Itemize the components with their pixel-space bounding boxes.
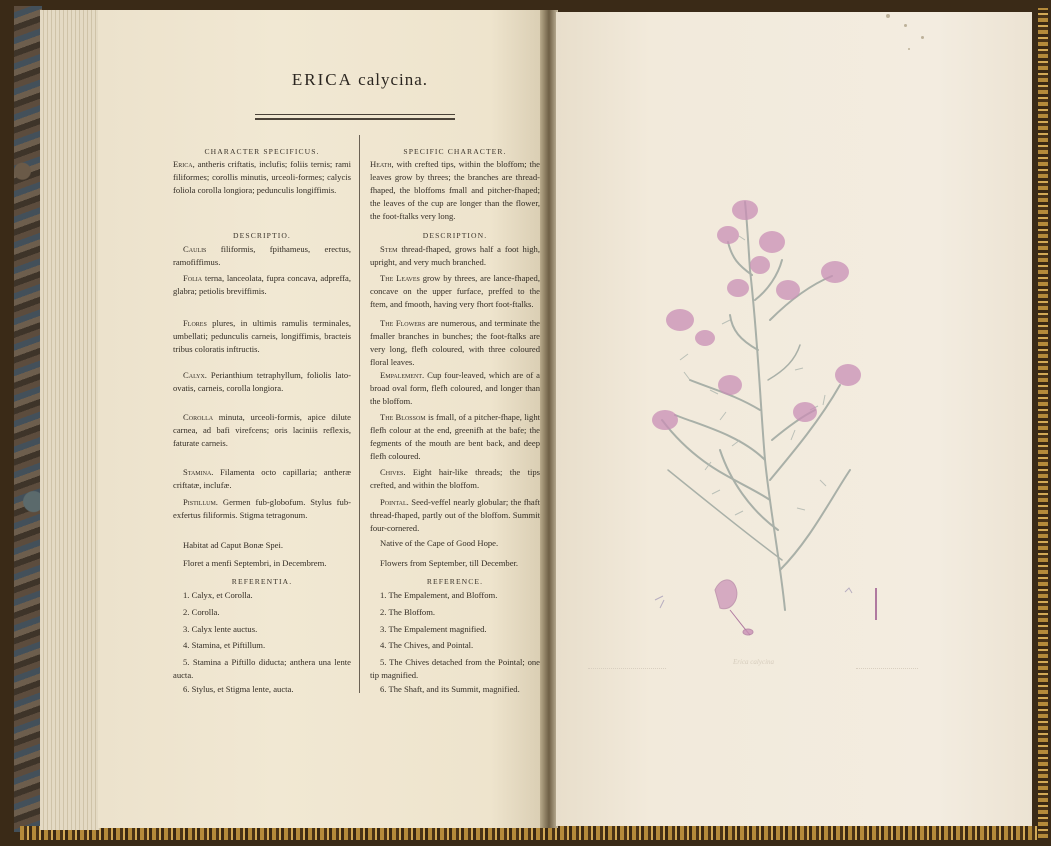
referentia-item: 6. Stylus, et Stigma lente, aucta.	[183, 684, 294, 694]
reference-item: 1. The Empalement, and Bloffom.	[380, 590, 498, 600]
description-heading: DESCRIPTION.	[422, 231, 488, 240]
paragraph-text: plures, in ultimis ramulis terminales, umbellati; pedunculis carneis, longiffimis, bracteis tribus coloratis inftructis.	[173, 318, 351, 354]
lead-word: Caulis	[183, 244, 207, 254]
lead-word: Corolla	[183, 412, 214, 422]
english-blossom	[370, 411, 540, 463]
paragraph-text: grow by threes, are lance-fhaped, concave on the upper furface, preffed to the ftem, and fmooth, having very fhort foot-ftalks.	[370, 273, 540, 309]
english-leaves	[370, 272, 540, 311]
english-native: Native of the Cape of Good Hope.	[380, 538, 499, 548]
title-rule	[255, 114, 455, 115]
lead-word: Heath,	[370, 159, 394, 169]
reference-item: 5. The Chives detached from the Pointal; one tip magnified.	[370, 657, 540, 680]
latin-caulis	[173, 243, 351, 269]
english-empalement	[370, 369, 540, 408]
plate-caption-right	[856, 664, 918, 669]
english-specific	[370, 158, 540, 223]
latin-floret: Floret a menfi Septembri, in Decembrem.	[183, 558, 327, 568]
paragraph-text: terna, lanceolata, fupra concava, adpreffa, glabra; petiolis breviffimis.	[173, 273, 351, 296]
lead-word: Stem	[380, 244, 398, 254]
title-genus: ERICA	[291, 70, 353, 89]
latin-pistillum	[173, 496, 351, 522]
latin-corolla	[173, 411, 351, 450]
erica-calycina-illustration	[620, 180, 880, 650]
title-species: calycina.	[358, 70, 429, 89]
paragraph-text: antheris criftatis, inclufis; foliis ternis; rami filiformes; corollis minutis, urceoli-formes; calycis foliola corolla longiora; pedunculis longiffimis.	[173, 159, 351, 195]
paragraph-text: is fmall, of a pitcher-fhape, light flefh colour at the end, greenifh at the bafe; the fegments of the mouth are bent back, and deep flefh coloured.	[370, 412, 541, 461]
lead-word: The Flowers	[380, 318, 426, 328]
paragraph-text: Seed-veffel nearly globular; the fhaft thread-fhaped, partly out of the bloffom. Summit four-cornered.	[370, 497, 540, 533]
descriptio-heading: DESCRIPTIO.	[233, 231, 291, 240]
gilt-border-right	[1038, 8, 1048, 838]
referentia-item: 5. Stamina a Piftillo diducta; anthera una lente aucta.	[173, 657, 351, 680]
referentia-item: 4. Stamina, et Piftillum.	[183, 640, 266, 650]
title-rule-thick	[255, 118, 455, 120]
marbled-endpaper	[14, 6, 42, 832]
lead-word: Flores	[183, 318, 207, 328]
english-flowers	[370, 317, 540, 369]
referentia-heading: REFERENTIA.	[231, 577, 293, 586]
lead-word: The Blossom	[380, 412, 426, 422]
latin-calyx	[173, 369, 351, 395]
paragraph-text: Germen fub-globofum. Stylus fub-exfertus filiformis. Stigma tetragonum.	[173, 497, 351, 520]
lead-word: Erica,	[173, 159, 195, 169]
dissection-parts	[655, 580, 877, 635]
latin-stamina	[173, 466, 351, 492]
column-divider	[359, 135, 360, 693]
reference-item: 6. The Shaft, and its Summit, magnified.	[380, 684, 520, 694]
english-flowers-from: Flowers from September, till December.	[380, 558, 519, 568]
plate-caption: Erica calycina	[733, 658, 775, 666]
latin-specificus	[173, 158, 351, 197]
paragraph-text: Eight hair-like threads; the tips crefted, and within the bloffom.	[370, 467, 540, 490]
lead-word: The Leaves	[380, 273, 420, 283]
paragraph-text: Perianthium tetraphyllum, foliolis lato-ovatis, carneis, corolla longiora.	[173, 370, 351, 393]
latin-heading: CHARACTER SPECIFICUS.	[204, 147, 320, 156]
flower-clusters	[652, 200, 861, 430]
referentia-item: 3. Calyx lente auctus.	[183, 624, 258, 634]
plant-leaves	[680, 236, 826, 515]
page-title	[240, 70, 480, 90]
page-edges	[40, 10, 100, 830]
lead-word: Empalement.	[380, 370, 425, 380]
lead-word: Pistillum.	[183, 497, 218, 507]
lead-word: Chives.	[380, 467, 406, 477]
reference-heading: REFERENCE.	[426, 577, 484, 586]
lead-word: Stamina.	[183, 467, 214, 477]
paragraph-text: filiformis, fpithameus, erectus, ramofiffimus.	[173, 244, 351, 267]
paragraph-text: with crefted tips, within the bloffom; the leaves grow by threes; the branches are thread-fhaped, the bloffoms fmall and pitcher-fhaped; the leaves of the cup are longer than the flower, the foot-ftalks very long.	[370, 159, 540, 221]
english-stem	[370, 243, 540, 269]
reference-item: 2. The Bloffom.	[380, 607, 436, 617]
latin-folia	[173, 272, 351, 298]
reference-item: 4. The Chives, and Pointal.	[380, 640, 474, 650]
lead-word: Folia	[183, 273, 203, 283]
lead-word: Calyx.	[183, 370, 207, 380]
paragraph-text: Cup four-leaved, which are of a broad oval form, flefh coloured, and longer than the bloffom.	[370, 370, 540, 406]
paragraph-text: thread-fhaped, grows half a foot high, upright, and very much branched.	[370, 244, 540, 267]
paragraph-text: minuta, urceoli-formis, apice dilute carnea, ad bafi virefcens; oris laciniis reflexis, faturate carneis.	[173, 412, 351, 448]
paragraph-text: Filamenta octo capillaria; antheræ criftatæ, inclufæ.	[173, 467, 351, 490]
referentia-item: 2. Corolla.	[183, 607, 220, 617]
english-pointal	[370, 496, 540, 535]
english-chives	[370, 466, 540, 492]
latin-habitat: Habitat ad Caput Bonæ Spei.	[183, 540, 284, 550]
paragraph-text: are numerous, and terminate the fmaller branches in bunches; the foot-ftalks are very long, flefh coloured, with three coloured floral leaves.	[370, 318, 540, 367]
plate-caption-left	[588, 664, 666, 669]
referentia-item: 1. Calyx, et Corolla.	[183, 590, 253, 600]
lead-word: Pointal.	[380, 497, 409, 507]
gilt-border-bottom	[20, 826, 1040, 840]
latin-flores	[173, 317, 351, 356]
reference-item: 3. The Empalement magnified.	[380, 624, 487, 634]
english-heading: SPECIFIC CHARACTER.	[403, 147, 507, 156]
